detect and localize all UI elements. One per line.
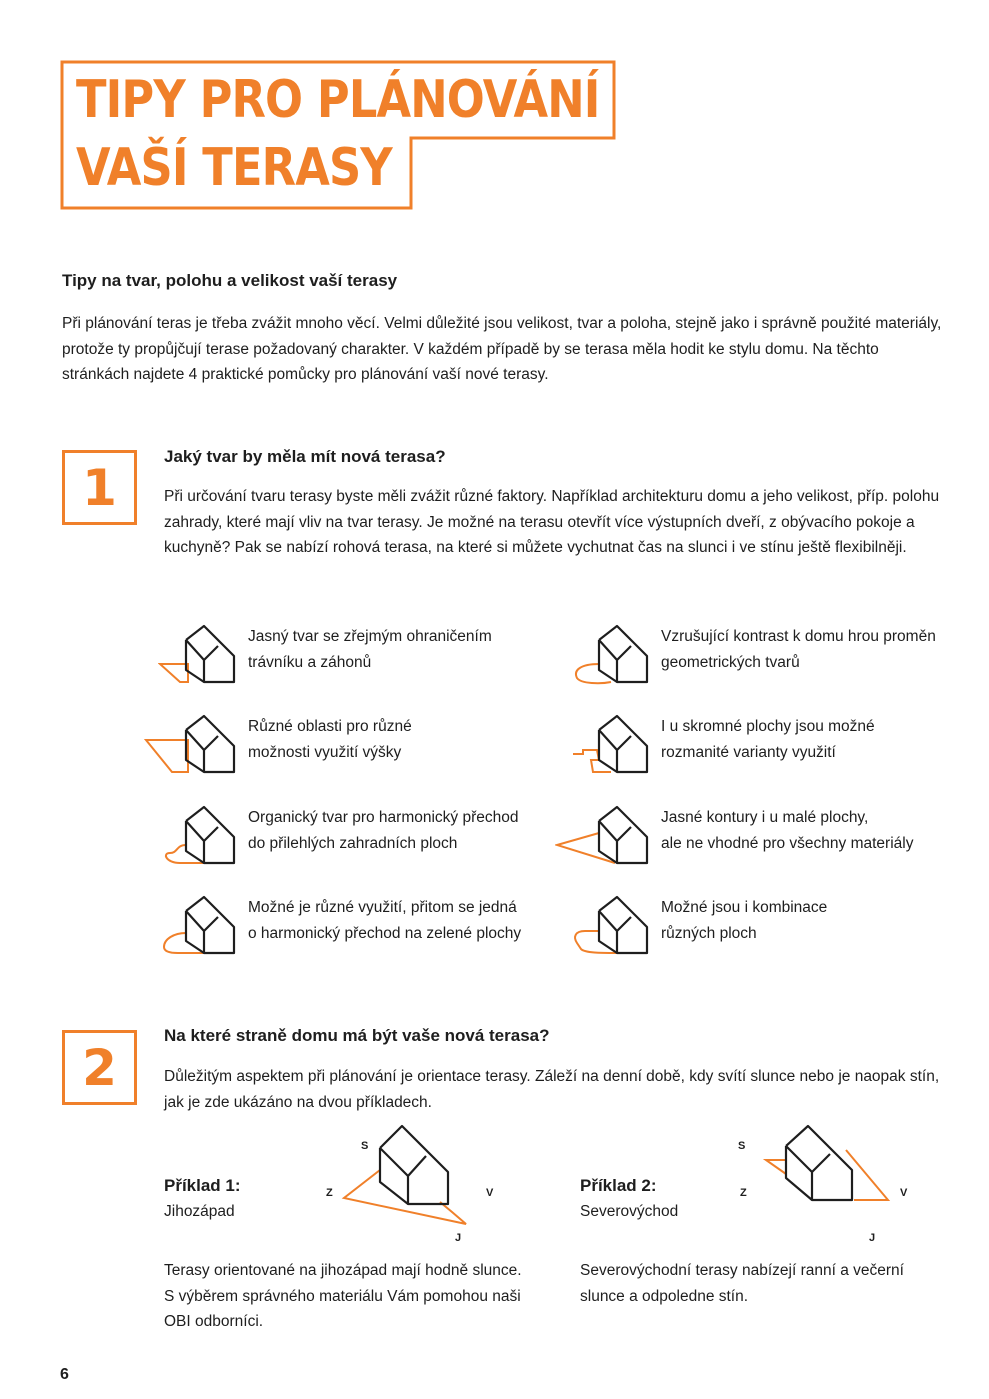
tip-text: Organický tvar pro harmonický přechod do přilehlých zahradních ploch [248,809,519,852]
example-1-title: Příklad 1: [164,1176,241,1195]
tip-item [571,893,989,963]
house-curved-terrace-icon [158,893,238,959]
compass-west-label: Z [740,1187,747,1199]
tip-text: I u skromné plochy jsou možné rozmanité varianty využití [661,718,875,761]
page-number: 6 [60,1366,69,1383]
section-2-question: Na které straně domu má být vaše nová terasa? [164,1026,550,1045]
example-1-text: Terasy orientované na jihozápad mají hodně slunce. S výběrem správného materiálu Vám pomohou naši OBI odborníci. [164,1262,522,1330]
example-2-direction: Severovýchod [580,1203,679,1220]
house-triangle-terrace-icon [555,803,651,869]
page-title-line-2: VAŠÍ TERASY [76,138,392,198]
compass-east-label: V [900,1187,908,1199]
tip-text: Vzrušující kontrast k domu hrou proměn geometrických tvarů [661,628,936,671]
tip-text: Různé oblasti pro různé možnosti využití výšky [248,718,412,761]
house-round-terrace-icon [571,622,651,688]
section-2-number-box: 2 [62,1030,137,1105]
section-2-text: Důležitým aspektem při plánování je orientace terasy. Záleží na denní době, kdy svítí slunce nebo je naopak stín, jak je zde ukázáno na dvou příkladech. [164,1068,940,1111]
intro-paragraph: Při plánování teras je třeba zvážit mnoho věcí. Velmi důležité jsou velikost, tvar a poloha, stejně jako i správně použité materiály, protože ty propůjčují terase požadovaný charakter. V každém případě by se terasa měla hodit ke stylu domu. Na těchto stránkách najdete 4 praktické pomůcky pro plánování vaší nové terasy. [62,315,942,383]
tip-item [158,622,578,692]
section-1-number-box: 1 [62,450,137,525]
tip-item [571,712,989,782]
tip-item [555,803,975,873]
house-organic-terrace-icon [158,803,238,869]
house-stepped-terrace-icon [571,712,651,778]
tip-item [158,803,578,873]
compass-west-label: Z [326,1187,333,1199]
compass-south-label: J [869,1232,876,1244]
house-combined-terrace-icon [571,893,651,959]
tip-text: Možné jsou i kombinace různých ploch [661,899,828,942]
section-1-question: Jaký tvar by měla mít nová terasa? [164,447,446,466]
tip-item [144,712,564,782]
tip-text: Možné je různé využití, přitom se jedná o harmonický přechod na zelené plochy [248,899,522,942]
section-subtitle: Tipy na tvar, polohu a velikost vaší terasy [62,271,398,290]
house-rectangle-terrace-icon [158,622,238,688]
house-split-level-terrace-icon [144,712,238,778]
tip-item [158,893,578,963]
compass-north-label: S [361,1140,369,1152]
page-title-line-1: TIPY PRO PLÁNOVÁNÍ [76,70,600,130]
compass-south-label: J [455,1232,462,1244]
example-2-text: Severovýchodní terasy nabízejí ranní a večerní slunce a odpoledne stín. [580,1262,904,1305]
section-1-text: Při určování tvaru terasy byste měli zvážit různé faktory. Například architekturu domu a jeho velikost, příp. polohu zahrady, které mají vliv na tvar terasy. Je možné na terasu otevřít více výstupních dveří, z obývacího pokoje a kuchyně? Pak se nabízí rohová terasa, na které si můžete vychutnat čas na slunci i ve stínu ještě flexibilněji. [164,488,940,556]
northeast-orientation-house-icon [762,1120,892,1210]
compass-north-label: S [738,1140,746,1152]
tip-text: Jasné kontury i u malé plochy, ale ne vhodné pro všechny materiály [661,809,914,852]
southwest-orientation-house-icon [340,1120,475,1230]
example-2-title: Příklad 2: [580,1176,657,1195]
example-1-direction: Jihozápad [164,1203,235,1220]
tip-text: Jasný tvar se zřejmým ohraničením trávníku a záhonů [248,628,492,671]
compass-east-label: V [486,1187,494,1199]
tip-item [571,622,989,692]
